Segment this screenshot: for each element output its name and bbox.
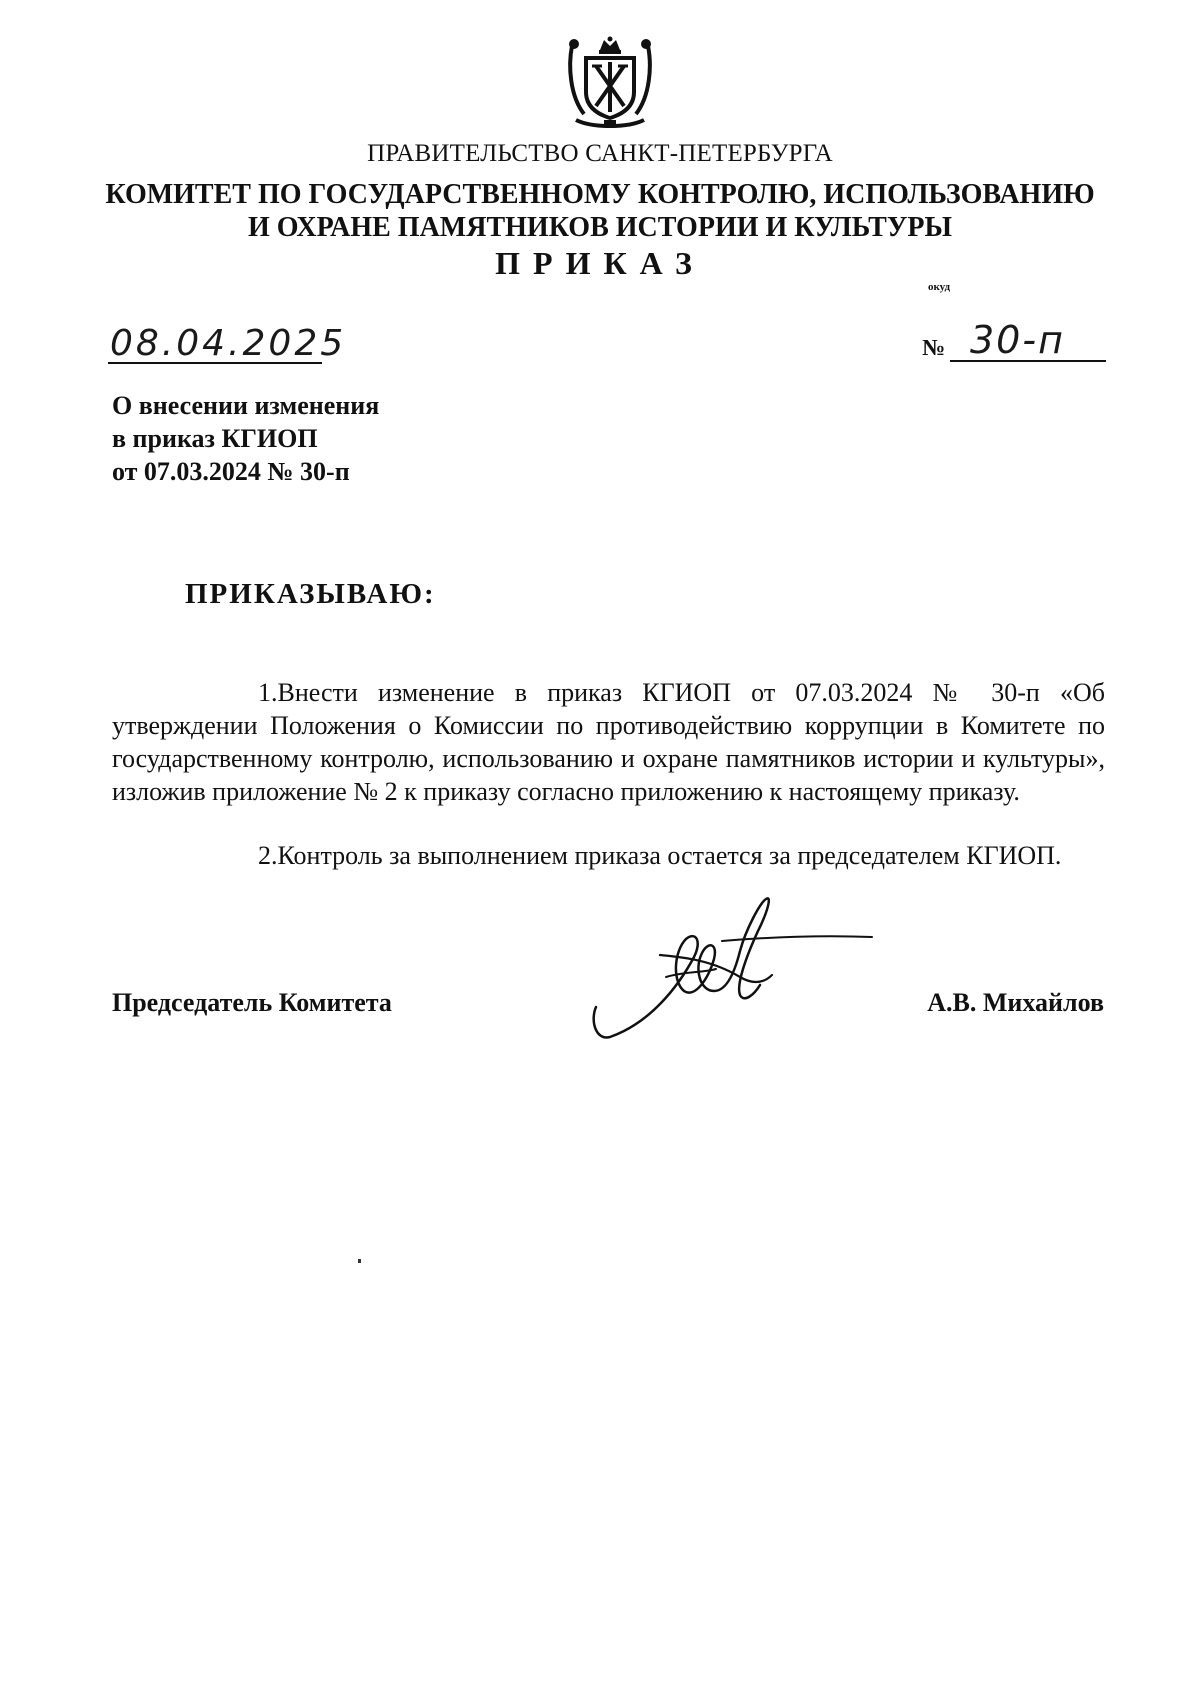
- document-type-title: ПРИКАЗ: [495, 245, 705, 281]
- subject-line1: О внесении изменения: [112, 391, 380, 420]
- order-date-handwritten: 08.04.2025: [110, 323, 347, 364]
- okud-label: окуд: [928, 281, 951, 293]
- number-sign: №: [922, 335, 946, 360]
- committee-name-line1: КОМИТЕТ ПО ГОСУДАРСТВЕННОМУ КОНТРОЛЮ, ИСПОЛЬЗОВАНИЮ: [105, 179, 1095, 210]
- government-name: ПРАВИТЕЛЬСТВО САНКТ-ПЕТЕРБУРГА: [367, 140, 833, 167]
- coat-of-arms-emblem: [566, 36, 654, 128]
- order-number-handwritten: 30-п: [970, 318, 1065, 362]
- order-item-1: [112, 676, 1105, 808]
- committee-name: [0, 178, 1200, 244]
- item-text: Внести изменение в приказ КГИОП от 07.03.2024 № 30-п «Об утверждении Положения о Комиссии по противодействию коррупции в Комитете по государственному контролю, использованию и охране памятников истории и культуры», изложив приложение № 2 к приказу согласно приложению к настоящему приказу.: [112, 678, 1105, 806]
- item-text: Контроль за выполнением приказа остается за председателем КГИОП.: [277, 841, 1062, 870]
- number-underline: [950, 360, 1106, 362]
- signatory-name: А.В. Михайлов: [927, 988, 1104, 1017]
- order-item-2: [112, 839, 1105, 872]
- subject-line2: в приказ КГИОП: [112, 424, 318, 453]
- committee-name-line2: И ОХРАНЕ ПАМЯТНИКОВ ИСТОРИИ И КУЛЬТУРЫ: [248, 212, 952, 243]
- subject-line3: от 07.03.2024 № 30-п: [112, 457, 350, 486]
- handwritten-signature: [590, 895, 880, 1045]
- scan-speck: [358, 1259, 361, 1263]
- order-subject: [112, 389, 379, 488]
- date-underline: [108, 362, 322, 364]
- decree-heading: ПРИКАЗЫВАЮ:: [185, 578, 436, 610]
- item-number: 1.: [258, 678, 278, 707]
- signatory-position: Председатель Комитета: [112, 988, 392, 1017]
- item-number: 2.: [258, 841, 278, 870]
